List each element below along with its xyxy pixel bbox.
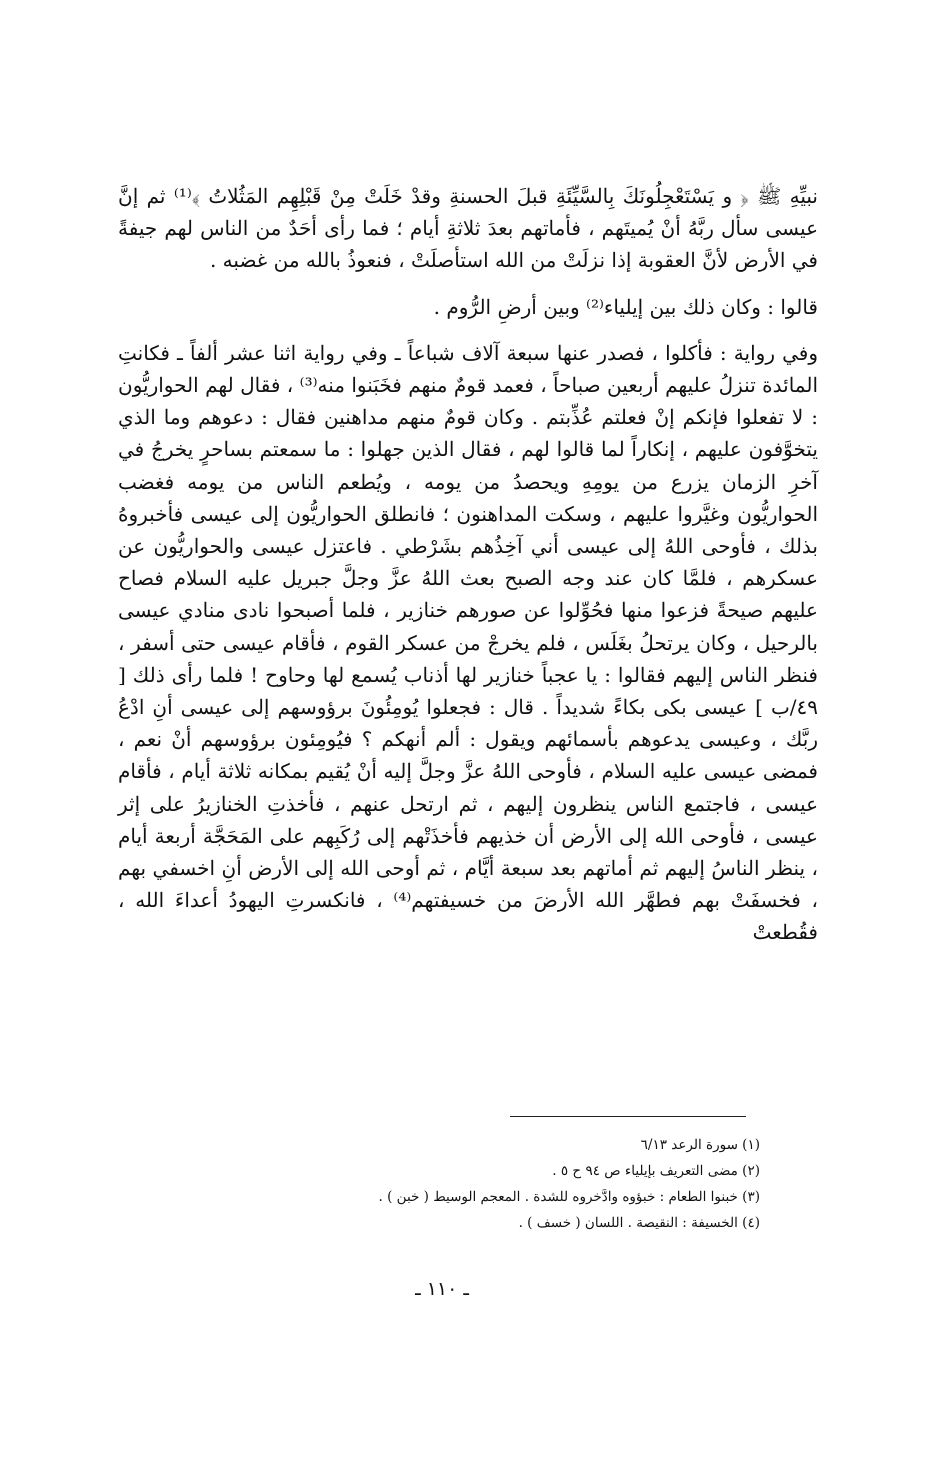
footnote: (٣) خبنوا الطعام : خبؤوه وادَّخروه للشدة . المعجم الوسيط ( خبن ) .: [378, 1189, 760, 1205]
footnotes: [300, 1132, 760, 1236]
paragraph: قالوا : وكان ذلك بين إيلياء⁽²⁾ وبين أرضِ الرُّوم .: [433, 294, 818, 319]
footnote: (١) سورة الرعد ٦/١٣: [640, 1137, 760, 1153]
main-text: [118, 180, 818, 949]
footnote-separator: [510, 1116, 746, 1117]
page-number: ـ ١١٠ ـ: [415, 1278, 469, 1300]
footnote: (٢) مضى التعريف بإيلياء ص ٩٤ ح ٥ .: [552, 1163, 760, 1179]
paragraph: وفي رواية : فأكلوا ، فصدر عنها سبعة آلاف شباعاً ـ وفي رواية اثنا عشر ألفاً ـ فكانتِ المائدة تنزلُ عليهم أربعين صباحاً ، فعمد قومٌ منهم فخَبَنوا منه⁽³⁾ ، فقال لهم الحواريُّون : لا تفعلوا فإنكم إنْ فعلتم عُذِّبتم . وكان قومٌ منهم مداهنين فقال : دعوهم وما الذي يتخوَّفون عليهم ، إنكاراً لما قالوا لهم ، فقال الذين جهلوا : ما سمعتم بساحرٍ يخرجُ في آخرِ الزمان يزرع من يومِهِ ويحصدُ من يومه ، ويُطعم الناس من يومه فغضب الحواريُّون وغيَّروا عليهم ، وسكت المداهنون ؛ فانطلق الحواريُّون إلى عيسى فأخبروهُ بذلك ، فأوحى اللهُ إلى عيسى أني آخِذُهم بشَرْطي . فاعتزل عيسى والحواريُّون عن عسكرهم ، فلمَّا كان عند وجه الصبح بعث اللهُ عزَّ وجلَّ جبريل عليه السلام فصاح عليهم صيحةً فزعوا منها فحُوِّلوا عن صورهم خنازير ، فلما أصبحوا نادى منادي عيسى بالرحيل ، وكان يرتحلُ بغَلَس ، فلم يخرجْ من عسكر القوم ، فأقام عيسى حتى أسفر ، فنظر الناس إليهم فقالوا : يا عجباً خنازير لها أذناب يُسمع لها وحاوح ! فلما رأى ذلك [ ٤٩/ب ] عيسى بكى بكاءً شديداً . قال : فجعلوا يُومِئُونَ برؤوسهم إلى عيسى أنِ ادْعُ ربَّك ، وعيسى يدعوهم بأسمائهم ويقول : ألم أنهكم ؟ فيُومِئون برؤوسهم أنْ نعم ، فمضى عيسى عليه السلام ، فأوحى اللهُ عزَّ وجلَّ إليه أنْ يُقيم بمكانه ثلاثة أيام ، فأقام عيسى ، فاجتمع الناس ينظرون إليهم ، ثم ارتحل عنهم ، فأخذتِ الخنازيرُ على إثر عيسى ، فأوحى الله إلى الأرض أن خذيهم فأخذَتْهم إلى رُكَبِهم على المَحَجَّة أربعة أيام ، ينظر الناسُ إليهم ثم أماتهم بعد سبعة أيَّام ، ثم أوحى الله إلى الأرض أنِ اخسفي بهم ، فخسفَتْ بهم فطهَّر الله الأرضَ من خسيفتهم⁽⁴⁾ ، فانكسرتِ اليهودُ أعداءَ الله ، فقُطعتْ: [118, 340, 818, 945]
footnote: (٤) الخسيفة : النقيصة . اللسان ( خسف ) .: [518, 1215, 760, 1231]
paragraph: نبيِّهِ ﷺ ﴿ و يَسْتَعْجِلُونَكَ بِالسَّيِّئَةِ قبلَ الحسنةِ وقدْ خَلَتْ مِنْ قَبْلِهِم المَثُلاتُ ﴾⁽¹⁾ ثم إنَّ عيسى سأل ربَّهُ أنْ يُميتَهم ، فأماتهم بعدَ ثلاثةِ أيام ؛ فما رأى أحَدٌ من الناس لهم جيفةً في الأرض لأنَّ العقوبة إذا نزلَتْ من الله استأصلَتْ ، فنعوذُ بالله من غضبه .: [118, 184, 818, 273]
